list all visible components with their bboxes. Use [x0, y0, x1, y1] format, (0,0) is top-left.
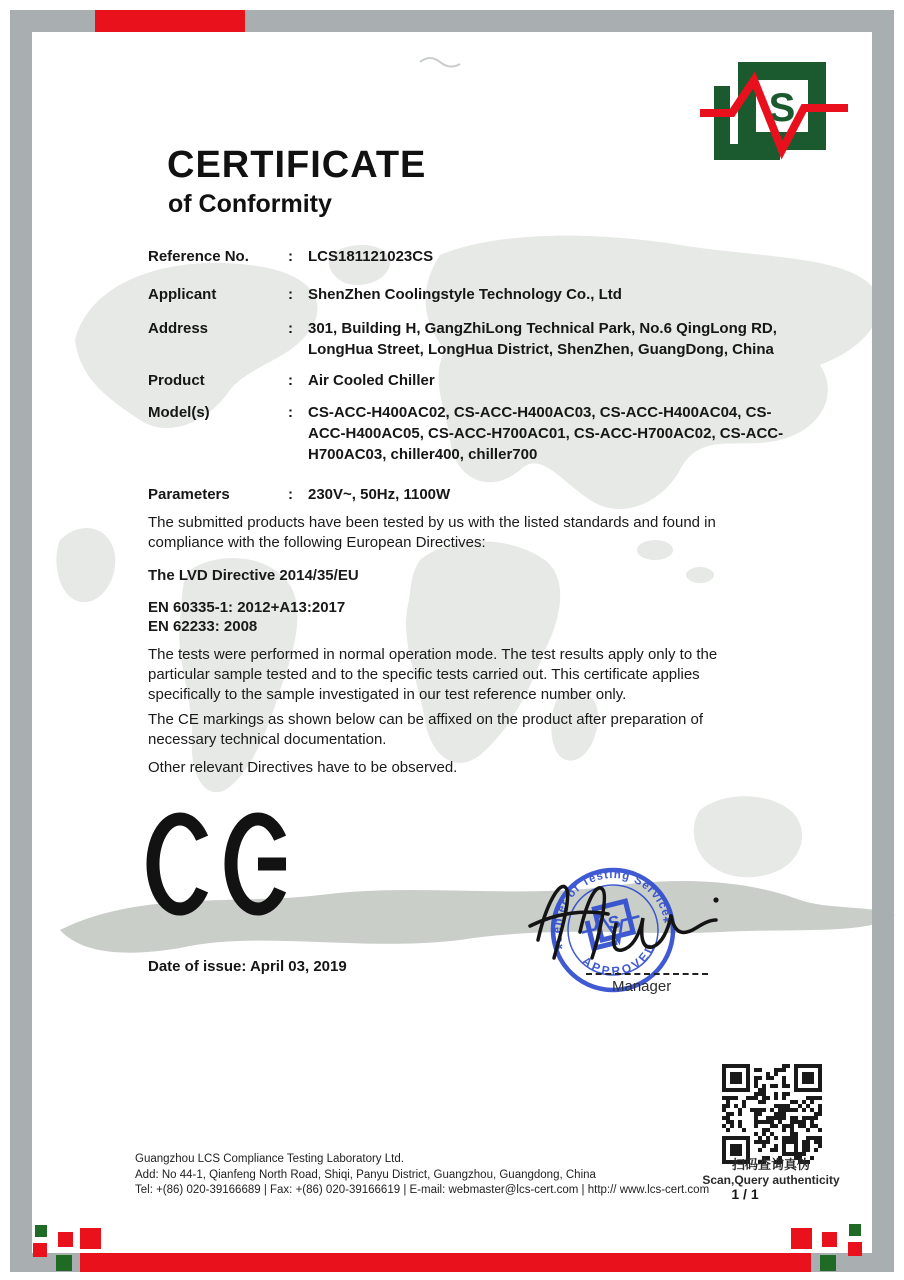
- stamp-star-right: *: [662, 914, 673, 933]
- stamp-star-left: *: [555, 940, 566, 959]
- field-value: CS-ACC-H400AC02, CS-ACC-H400AC03, CS-ACC-H400AC04, CS-ACC-H400AC05, CS-ACC-H700AC01, CS-ACC-H700AC02, CS-ACC-H700AC03, chiller400, chiller700: [308, 404, 784, 463]
- manager-signature: [520, 862, 735, 982]
- stamp-logo-letter: S: [605, 911, 623, 934]
- stamp-arc-bottom-text: APPROVED: [579, 939, 659, 979]
- field-label: Product: [148, 372, 205, 389]
- field-label: Parameters: [148, 486, 230, 503]
- field-label: Model(s): [148, 404, 210, 421]
- standard-line-2: EN 62233: 2008: [148, 618, 258, 635]
- directive-line: The LVD Directive 2014/35/EU: [148, 567, 359, 584]
- lcs-logo-letter: S: [768, 86, 796, 130]
- field-row-product: [148, 370, 786, 391]
- field-value: LCS181121023CS: [308, 248, 434, 265]
- field-colon: :: [288, 372, 293, 389]
- field-row-reference: [148, 246, 786, 267]
- field-colon: :: [288, 286, 293, 303]
- paragraph-tests: The tests were performed in normal operation mode. The test results apply only to the particular sample tested and to the specific tests carried out. This certificate applies specifically to the sample investigated in our test reference number only.: [148, 646, 718, 703]
- lcs-logo-icon: [698, 56, 862, 176]
- field-row-applicant: [148, 284, 786, 305]
- field-label: Address: [148, 320, 209, 337]
- paragraph-ce-markings: The CE markings as shown below can be affixed on the product after preparation of necessary technical documentation.: [148, 711, 704, 748]
- signature-line: [586, 973, 708, 975]
- field-label: Applicant: [148, 286, 217, 303]
- field-value: 230V~, 50Hz, 1100W: [308, 486, 451, 503]
- paragraph-other-directives: Other relevant Directives have to be observed.: [148, 759, 458, 776]
- footer-company: Guangzhou LCS Compliance Testing Laboratory Ltd.: [135, 1153, 404, 1165]
- field-value: Air Cooled Chiller: [308, 372, 435, 389]
- footer-address: Add: No 44-1, Qianfeng North Road, Shiqi, Panyu District, Guangzhou, Guangdong, China: [135, 1168, 596, 1181]
- ce-mark-icon: [146, 812, 296, 916]
- qr-captions: [690, 1154, 852, 1187]
- standard-line-1: EN 60335-1: 2012+A13:2017: [148, 599, 346, 616]
- qr-caption-en: Scan,Query authenticity: [702, 1173, 840, 1187]
- date-of-issue: Date of issue: April 03, 2019: [148, 958, 347, 975]
- stamp-arc-top-text: Center of Testing Service: [551, 868, 673, 945]
- certificate-title: CERTIFICATE: [167, 144, 427, 186]
- certificate-subtitle: of Conformity: [168, 190, 332, 218]
- field-row-address: [148, 318, 786, 360]
- field-colon: :: [288, 248, 293, 265]
- field-value: 301, Building H, GangZhiLong Technical Park, No.6 QingLong RD, LongHua Street, LongHua District, ShenZhen, GuangDong, China: [308, 320, 777, 358]
- signer-title: Manager: [612, 978, 672, 995]
- qr-caption-zh: 扫码查询真伪: [731, 1157, 810, 1172]
- field-label: Reference No.: [148, 248, 249, 265]
- field-row-parameters: [148, 484, 786, 505]
- field-colon: :: [288, 320, 293, 337]
- footer-contact: Tel: +(86) 020-39166689 | Fax: +(86) 020-39166619 | E-mail: webmaster@lcs-cert.com | http:// www.lcs-cert.com: [135, 1184, 710, 1196]
- field-colon: :: [288, 404, 293, 421]
- paragraph-intro: The submitted products have been tested by us with the listed standards and found in compliance with the following European Directives:: [148, 514, 716, 551]
- field-colon: :: [288, 486, 293, 503]
- footer: [135, 1152, 709, 1199]
- field-row-models: [148, 402, 786, 465]
- field-value: ShenZhen Coolingstyle Technology Co., Ltd: [308, 286, 622, 303]
- page-number: 1 / 1: [731, 1186, 759, 1202]
- qr-code: [722, 1064, 822, 1164]
